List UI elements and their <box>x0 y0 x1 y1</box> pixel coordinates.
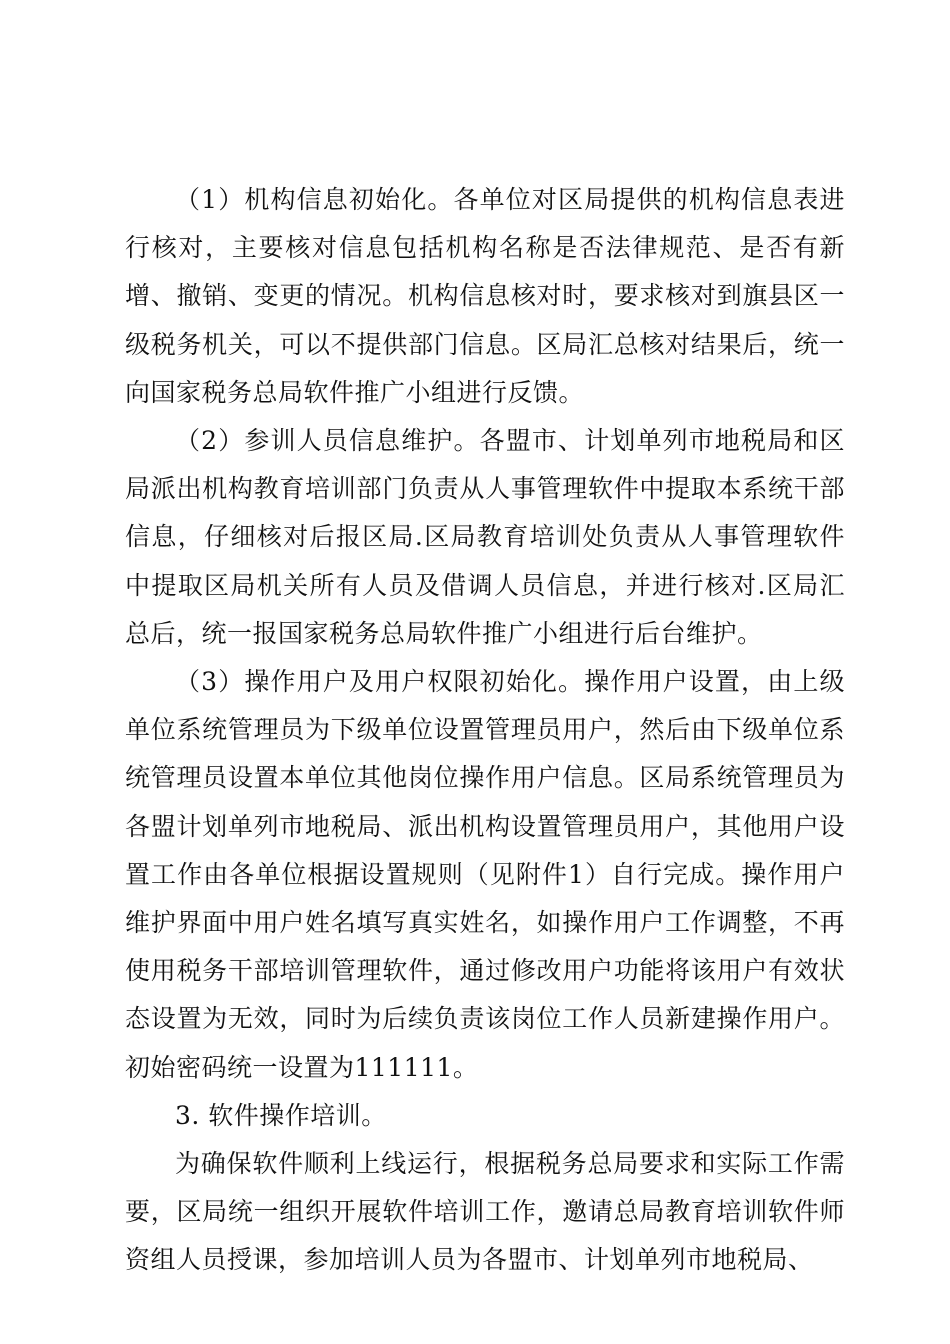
paragraph-institution-info-init: （1）机构信息初始化。各单位对区局提供的机构信息表进行核对，主要核对信息包括机构名称是否法律规范、是否有新增、撤销、变更的情况。机构信息核对时，要求核对到旗县区一级税务机关，可以不提供部门信息。区局汇总核对结果后，统一向国家税务总局软件推广小组进行反馈。 <box>125 185 845 407</box>
document-body <box>125 176 845 1285</box>
paragraph-user-permission-init: （3）操作用户及用户权限初始化。操作用户设置，由上级单位系统管理员为下级单位设置管理员用户，然后由下级单位系统管理员设置本单位其他岗位操作用户信息。区局系统管理员为各盟计划单列市地税局、派出机构设置管理员用户，其他用户设置工作由各单位根据设置规则（见附件1）自行完成。操作用户维护界面中用户姓名填写真实姓名，如操作用户工作调整，不再使用税务干部培训管理软件，通过修改用户功能将该用户有效状态设置为无效，同时为后续负责该岗位工作人员新建操作用户。初始密码统一设置为111111。 <box>125 667 845 1082</box>
section-heading-software-training: 3. 软件操作培训。 <box>175 1100 387 1130</box>
paragraph-software-training: 为确保软件顺利上线运行，根据税务总局要求和实际工作需要，区局统一组织开展软件培训工作，邀请总局教育培训软件师资组人员授课，参加培训人员为各盟市、计划单列市地税局、 <box>125 1149 845 1275</box>
paragraph-trainee-info-maintenance: （2）参训人员信息维护。各盟市、计划单列市地税局和区局派出机构教育培训部门负责从人事管理软件中提取本系统干部信息，仔细核对后报区局.区局教育培训处负责从人事管理软件中提取区局机关所有人员及借调人员信息，并进行核对.区局汇总后，统一报国家税务总局软件推广小组进行后台维护。 <box>125 426 845 648</box>
